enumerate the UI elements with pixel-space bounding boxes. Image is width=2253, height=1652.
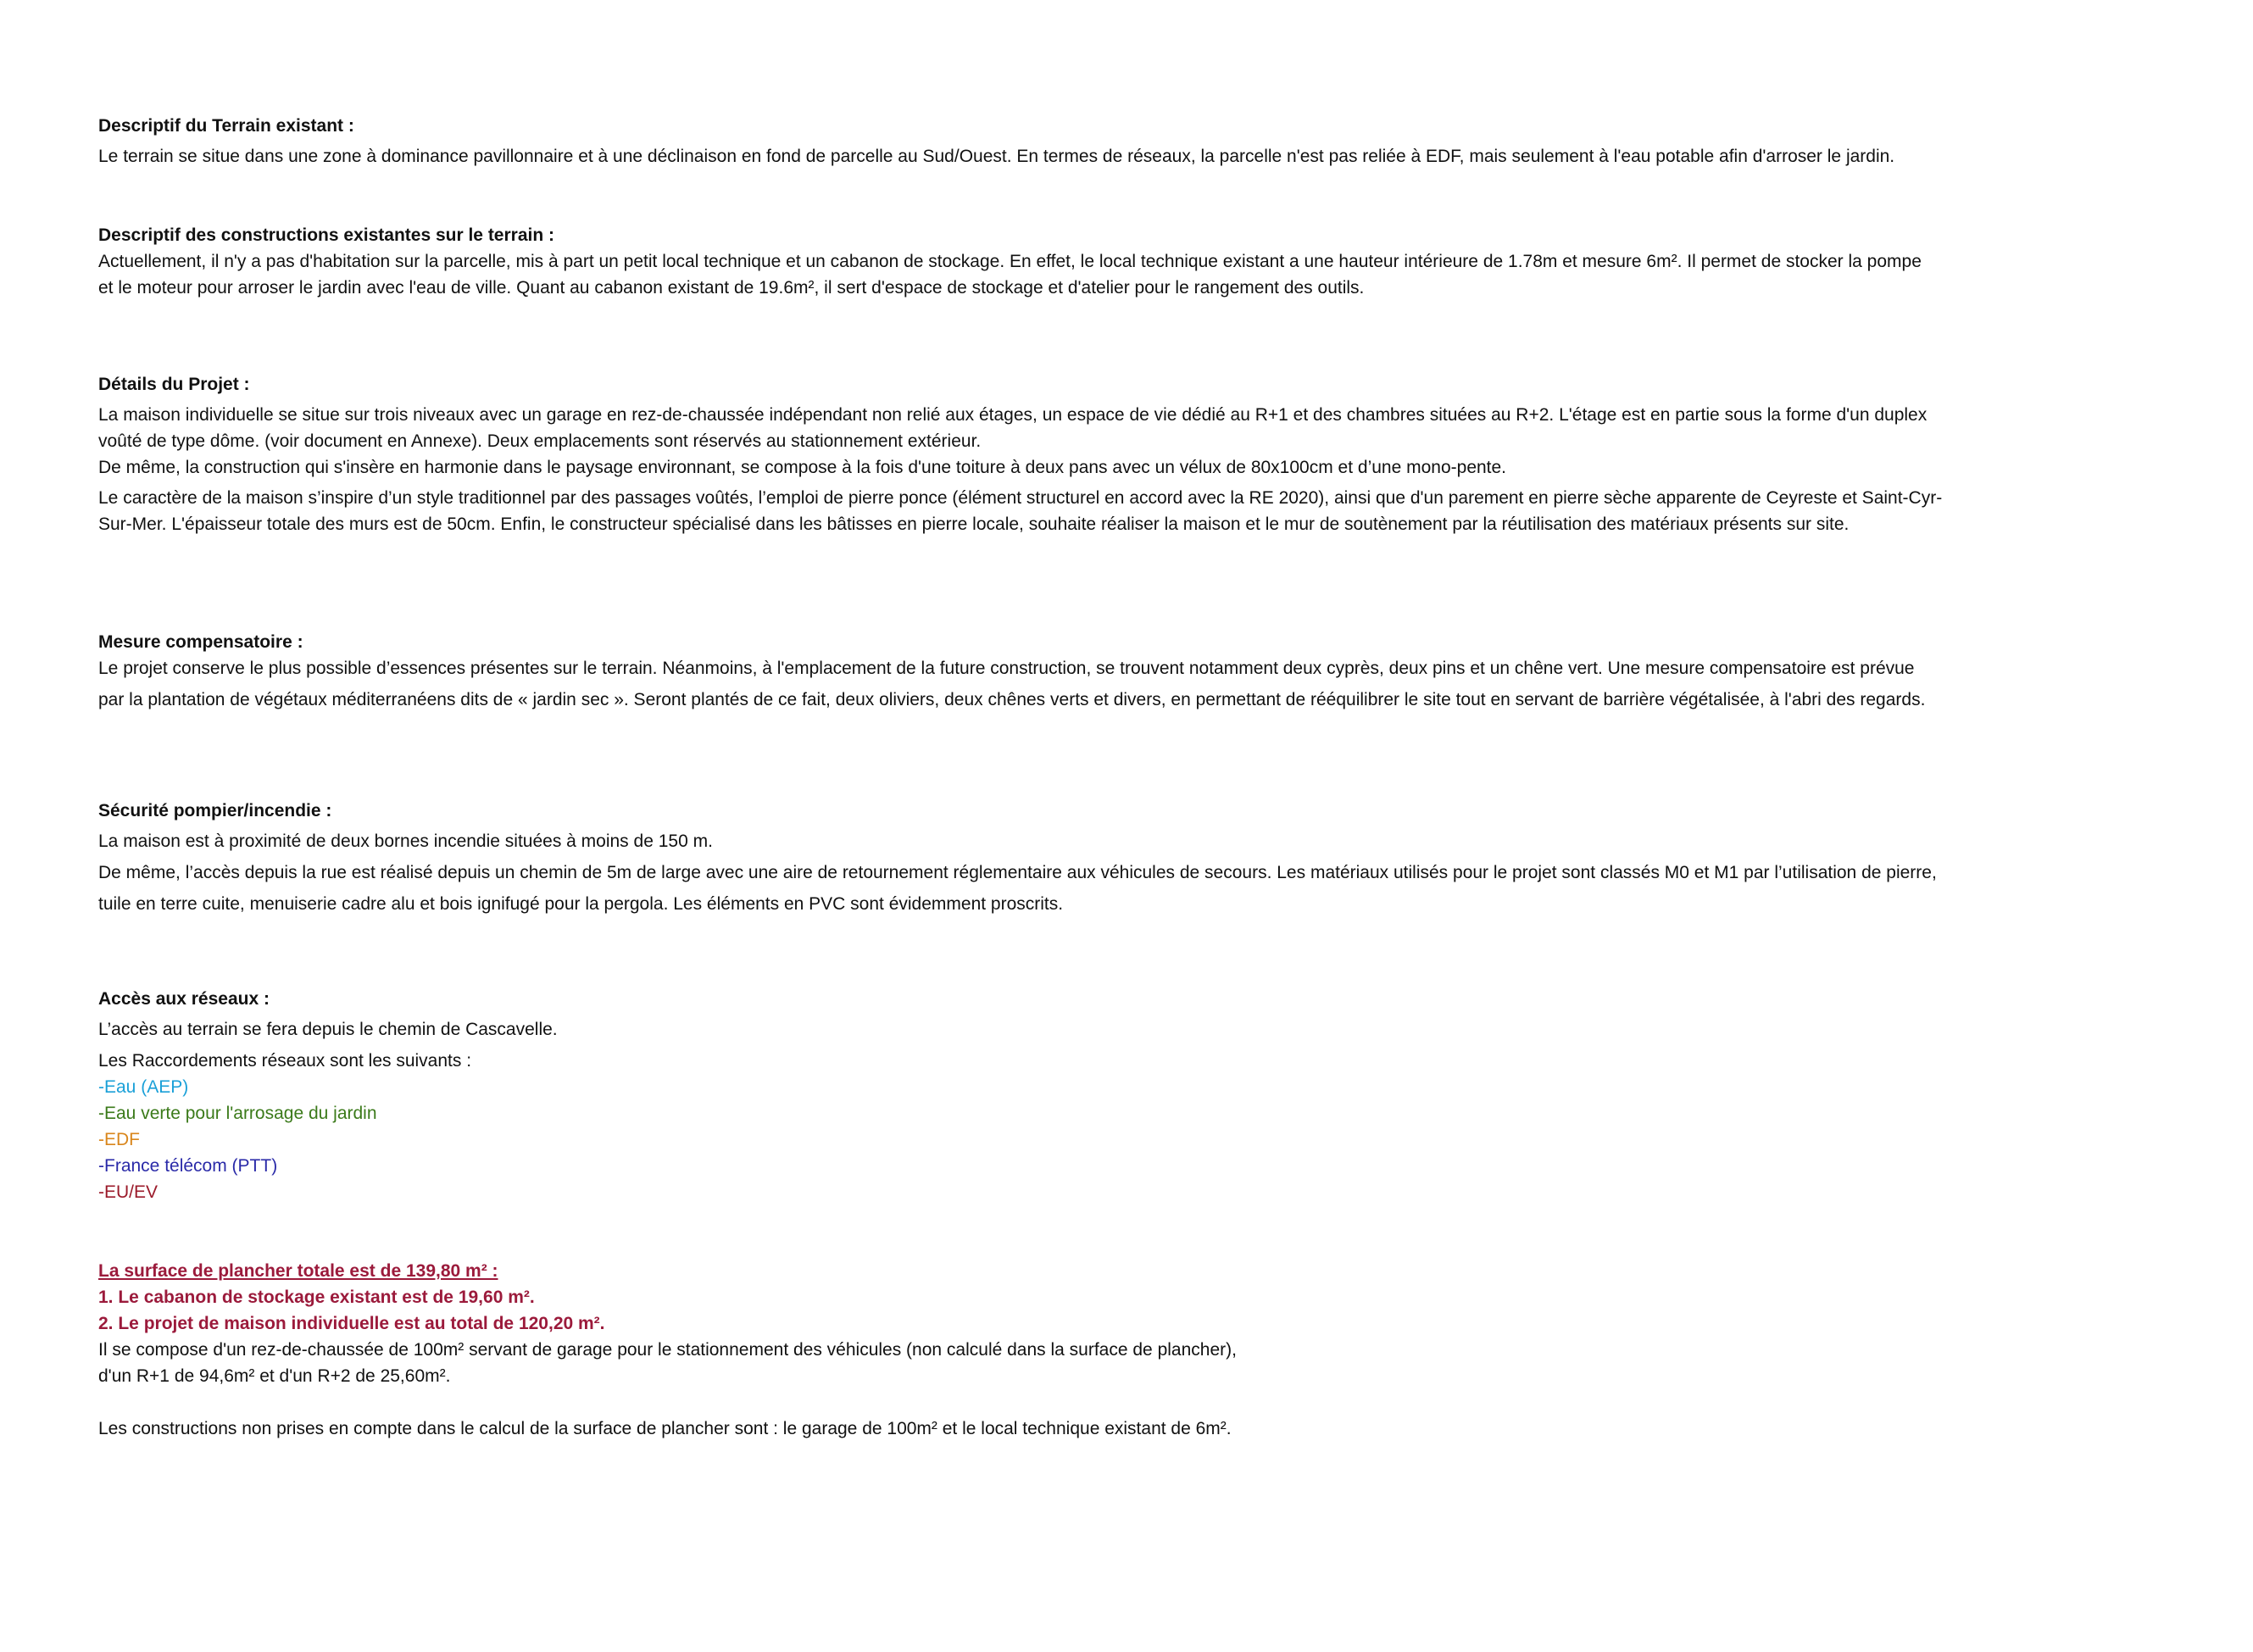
- mesure-line-1: Le projet conserve le plus possible d’essences présentes sur le terrain. Néanmoins, à l'emplacement de la future construction, se trouvent notamment deux cyprès, deux pins et un chêne vert. Une mesure compensatoire est prévue: [98, 659, 1915, 678]
- constructions-heading: Descriptif des constructions existantes sur le terrain :: [98, 225, 555, 245]
- surface-item-1: 1. Le cabanon de stockage existant est de 19,60 m².: [98, 1288, 535, 1307]
- securite-line-1: La maison est à proximité de deux bornes incendie situées à moins de 150 m.: [98, 832, 713, 851]
- reseau-item-prefix: -: [98, 1156, 104, 1176]
- reseau-item-prefix: -: [98, 1182, 104, 1202]
- surface-line-2: d'un R+1 de 94,6m² et d'un R+2 de 25,60m².: [98, 1366, 451, 1386]
- reseaux-line-1: L’accès au terrain se fera depuis le chemin de Cascavelle.: [98, 1020, 558, 1039]
- section-projet: [98, 371, 2133, 537]
- section-mesure: [98, 629, 2133, 713]
- section-terrain: [98, 113, 2133, 170]
- reseau-item-label: Eau verte pour l'arrosage du jardin: [104, 1104, 377, 1123]
- section-securite: [98, 798, 2133, 917]
- surface-line-1: Il se compose d'un rez-de-chaussée de 100m² servant de garage pour le stationnement des véhicules (non calculé dans la surface de plancher),: [98, 1340, 1237, 1360]
- projet-heading: Détails du Projet :: [98, 375, 250, 394]
- reseau-item-prefix: -: [98, 1077, 104, 1097]
- reseau-item-france-telecom: [98, 1153, 2133, 1179]
- reseau-item-edf: [98, 1126, 2133, 1153]
- reseau-item-eau-aep: [98, 1074, 2133, 1100]
- securite-line-3: tuile en terre cuite, menuiserie cadre alu et bois ignifugé pour la pergola. Les éléments en PVC sont évidemment proscrits.: [98, 894, 1064, 914]
- reseaux-line-2: Les Raccordements réseaux sont les suivants :: [98, 1051, 472, 1071]
- reseau-item-prefix: -: [98, 1130, 104, 1149]
- reseau-item-label: EDF: [104, 1130, 140, 1149]
- securite-heading: Sécurité pompier/incendie :: [98, 801, 332, 820]
- section-constructions: [98, 222, 2133, 301]
- reseau-item-eau-verte: [98, 1100, 2133, 1126]
- projet-line-5: Sur-Mer. L'épaisseur totale des murs est de 50cm. Enfin, le constructeur spécialisé dans les bâtisses en pierre locale, souhaite réaliser la maison et le mur de soutènement par la réutilisation des matériaux présents sur site.: [98, 515, 1850, 534]
- constructions-line-2: et le moteur pour arroser le jardin avec l'eau de ville. Quant au cabanon existant de 19.6m², il sert d'espace de stockage et d'atelier pour le rangement des outils.: [98, 278, 1365, 298]
- terrain-heading: Descriptif du Terrain existant :: [98, 116, 354, 136]
- reseau-item-label: Eau (AEP): [104, 1077, 189, 1097]
- projet-line-1: La maison individuelle se situe sur trois niveaux avec un garage en rez-de-chaussée indépendant non relié aux étages, un espace de vie dédié au R+1 et des chambres situées au R+2. L'étage est en partie sous la forme d'un duplex: [98, 405, 1928, 425]
- mesure-line-2: par la plantation de végétaux méditerranéens dits de « jardin sec ». Seront plantés de ce fait, deux oliviers, deux chênes verts et divers, en permettant de rééquilibrer le site tout en servant de barrière végétalisée, à l'abri des regards.: [98, 690, 1926, 709]
- terrain-text: Le terrain se situe dans une zone à dominance pavillonnaire et à une déclinaison en fond de parcelle au Sud/Ouest. En termes de réseaux, la parcelle n'est pas reliée à EDF, mais seulement à l'eau potable afin d'arroser le jardin.: [98, 147, 1895, 166]
- constructions-line-1: Actuellement, il n'y a pas d'habitation sur la parcelle, mis à part un petit local technique et un cabanon de stockage. En effet, le local technique existant a une hauteur intérieure de 1.78m et mesure 6m². Il permet de stocker la pompe: [98, 252, 1922, 271]
- mesure-heading: Mesure compensatoire :: [98, 632, 303, 652]
- section-surface: [98, 1258, 2133, 1442]
- projet-line-4: Le caractère de la maison s’inspire d’un style traditionnel par des passages voûtés, l’emploi de pierre ponce (élément structurel en accord avec la RE 2020), ainsi que d'un parement en pierre sèche apparente de Ceyreste et Saint-Cyr-: [98, 488, 1943, 508]
- surface-heading: La surface de plancher totale est de 139,80 m² :: [98, 1261, 498, 1281]
- reseau-item-label: France télécom (PTT): [104, 1156, 278, 1176]
- reseau-item-label: EU/EV: [104, 1182, 159, 1202]
- reseau-item-eu-ev: [98, 1179, 2133, 1205]
- projet-line-2: voûté de type dôme. (voir document en Annexe). Deux emplacements sont réservés au stationnement extérieur.: [98, 431, 982, 451]
- securite-line-2: De même, l’accès depuis la rue est réalisé depuis un chemin de 5m de large avec une aire de retournement réglementaire aux véhicules de secours. Les matériaux utilisés pour le projet sont classés M0 et M1 par l’utilisation de pierre,: [98, 863, 1937, 882]
- surface-item-2: 2. Le projet de maison individuelle est au total de 120,20 m².: [98, 1314, 605, 1333]
- projet-line-3: De même, la construction qui s'insère en harmonie dans le paysage environnant, se compose à la fois d'une toiture à deux pans avec un vélux de 80x100cm et d’une mono-pente.: [98, 458, 1507, 477]
- reseau-item-prefix: -: [98, 1104, 104, 1123]
- surface-line-3: Les constructions non prises en compte dans le calcul de la surface de plancher sont : le garage de 100m² et le local technique existant de 6m².: [98, 1419, 1232, 1438]
- reseaux-heading: Accès aux réseaux :: [98, 989, 270, 1009]
- section-reseaux: [98, 986, 2133, 1205]
